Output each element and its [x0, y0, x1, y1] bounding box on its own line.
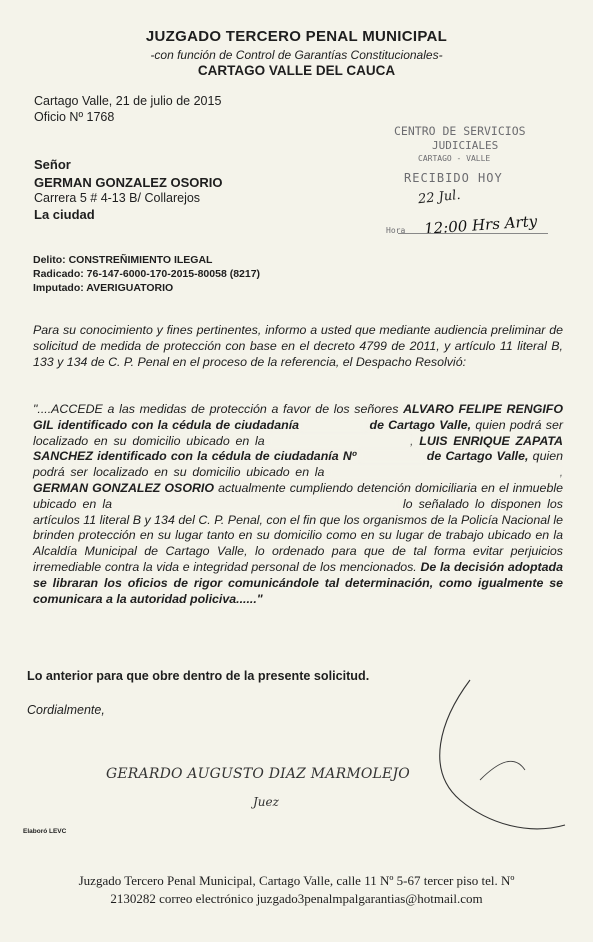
footer-line1: Juzgado Tercero Penal Municipal, Cartago Valle, calle 11 Nº 5-67 tercer piso tel. Nº: [78, 873, 515, 888]
resolution-part-4: quien podrá ser localizado en su domicilio ubicado en la: [33, 417, 563, 448]
intro-paragraph: Para su conocimiento y fines pertinentes, informo a usted que mediante audiencia preliminar de solicitud de medida de protección con base en el decreto 4799 de 2011, y artículo 11 literal B, 133 y 134 de C. P. Penal en el proceso de la referencia, el Despacho Resolvió:: [33, 323, 563, 369]
signer-name: GERARDO AUGUSTO DIAZ MARMOLEJO: [106, 766, 410, 782]
salutation: Señor: [34, 157, 71, 172]
resolution-name-3: GERMAN GONZALEZ OSORIO: [33, 480, 214, 495]
stamp-hora-line: [398, 233, 548, 234]
stamp-line1: CENTRO DE SERVICIOS: [394, 124, 526, 138]
reception-stamp: [388, 120, 578, 240]
place-date: Cartago Valle, 21 de julio de 2015: [34, 94, 222, 108]
resolution-part-9: actualmente cumpliendo detención domiciliaria en el inmueble ubicado en la: [33, 480, 563, 511]
resolution-paragraph: "....ACCEDE a las medidas de protección a favor de los señores ALVARO FELIPE RENGIFO GIL identificado con la cédula de ciudadanía de Cartago Valle, quien podrá ser localizado en su domicilio ubicado en la , LUIS ENRIQUE ZAPATA SANCHEZ identificado con la cédula de ciudadanía Nº de Cartago Valle, quien podrá ser localizado en su domicilio ubicado en la , GERMAN GONZALEZ OSORIO actualmente cumpliendo detención domiciliaria en el inmueble ubicado en la lo señalado lo disponen los artículos 11 literal B y 134 del C. P. Penal, con el fin que los organismos de la Policía Nacional le brinden protección en su lugar tanto en su domicilio como en su lugar de trabajo ubicado en la Alcaldía Municipal de Cartago Valle, lo ordenado para que de tal forma evitar perjuicios irremediable contra la vida e integridad personal de los mencionados. De la decisión adoptada se libraran los oficios de rigor comunicándole tal determinación, como igualmente se comunicara a la autoridad policiva......": [33, 402, 564, 606]
office-number: Oficio Nº 1768: [34, 110, 115, 124]
signer-title: Juez: [253, 795, 279, 809]
resolution-name-2: LUIS ENRIQUE ZAPATA SANCHEZ identificado con la cédula de ciudadanía Nº: [33, 433, 563, 464]
case-imputado: Imputado: AVERIGUATORIO: [33, 282, 174, 294]
resolution-name-1: ALVARO FELIPE RENGIFO GIL identificado con la cédula de ciudadanía: [33, 402, 563, 432]
resolution-part-1: "....ACCEDE a las medidas de protección a favor de los señores: [33, 402, 404, 416]
cordially: Cordialmente,: [27, 703, 105, 717]
stamp-line2: JUDICIALES: [432, 139, 499, 152]
resolution-part-10: lo señalado lo disponen los artículos 11 literal B y 134 del C. P. Penal, con el fin que los organismos de la Policía Nacional le brinden protección en su lugar tanto en su domicilio como en su lugar de trabajo ubicado en la Alcaldía Municipal de Cartago Valle, lo ordenado para que de tal forma evitar perjuicios irremediable contra la vida e integridad personal de los mencionados.: [33, 496, 563, 574]
court-function: -con función de Control de Garantías Constitucionales-: [150, 48, 443, 62]
redacted-address-2: [330, 465, 559, 479]
stamp-line4: RECIBIDO HOY: [404, 171, 503, 185]
recipient-address: Carrera 5 # 4-13 B/ Collarejos: [34, 191, 201, 205]
footer: [20, 872, 573, 908]
resolution-city-2: de Cartago Valle,: [422, 449, 529, 464]
stamp-line3: CARTAGO - VALLE: [418, 154, 491, 163]
stamp-hora-label: Hora: [386, 226, 406, 235]
redacted-address-1: [270, 434, 410, 448]
recipient-city: La ciudad: [34, 207, 95, 222]
resolution-part-7: quien podrá ser localizado en su domicilio ubicado en la: [33, 449, 564, 480]
court-name: JUZGADO TERCERO PENAL MUNICIPAL: [145, 28, 448, 45]
case-delito: Delito: CONSTREÑIMIENTO ILEGAL: [33, 254, 213, 266]
resolution-part-11: De la decisión adoptada se libraran los oficios de rigor comunicándole tal determinación, como igualmente se comunicara a la autoridad policiva......": [33, 559, 563, 606]
stamp-hora-handwritten: 12:00 Hrs Arty: [423, 212, 538, 238]
redacted-id-2: [361, 449, 423, 463]
closing-request: Lo anterior para que obre dentro de la presente solicitud.: [27, 669, 370, 683]
court-city: CARTAGO VALLE DEL CAUCA: [197, 63, 396, 78]
redacted-address-3: [118, 497, 397, 511]
stamp-date-handwritten: 22 Jul.: [417, 187, 462, 208]
resolution-city-1: de Cartago Valle,: [365, 417, 472, 432]
prepared-by: Elaboró LEVC: [23, 828, 67, 835]
redacted-id-1: [303, 418, 365, 432]
signature-scribble: [330, 660, 580, 840]
recipient-name: GERMAN GONZALEZ OSORIO: [34, 175, 223, 190]
footer-line2: 2130282 correo electrónico juzgado3penalmpalgarantias@hotmail.com: [110, 891, 483, 906]
case-radicado: Radicado: 76-147-6000-170-2015-80058 (8217): [33, 268, 261, 280]
